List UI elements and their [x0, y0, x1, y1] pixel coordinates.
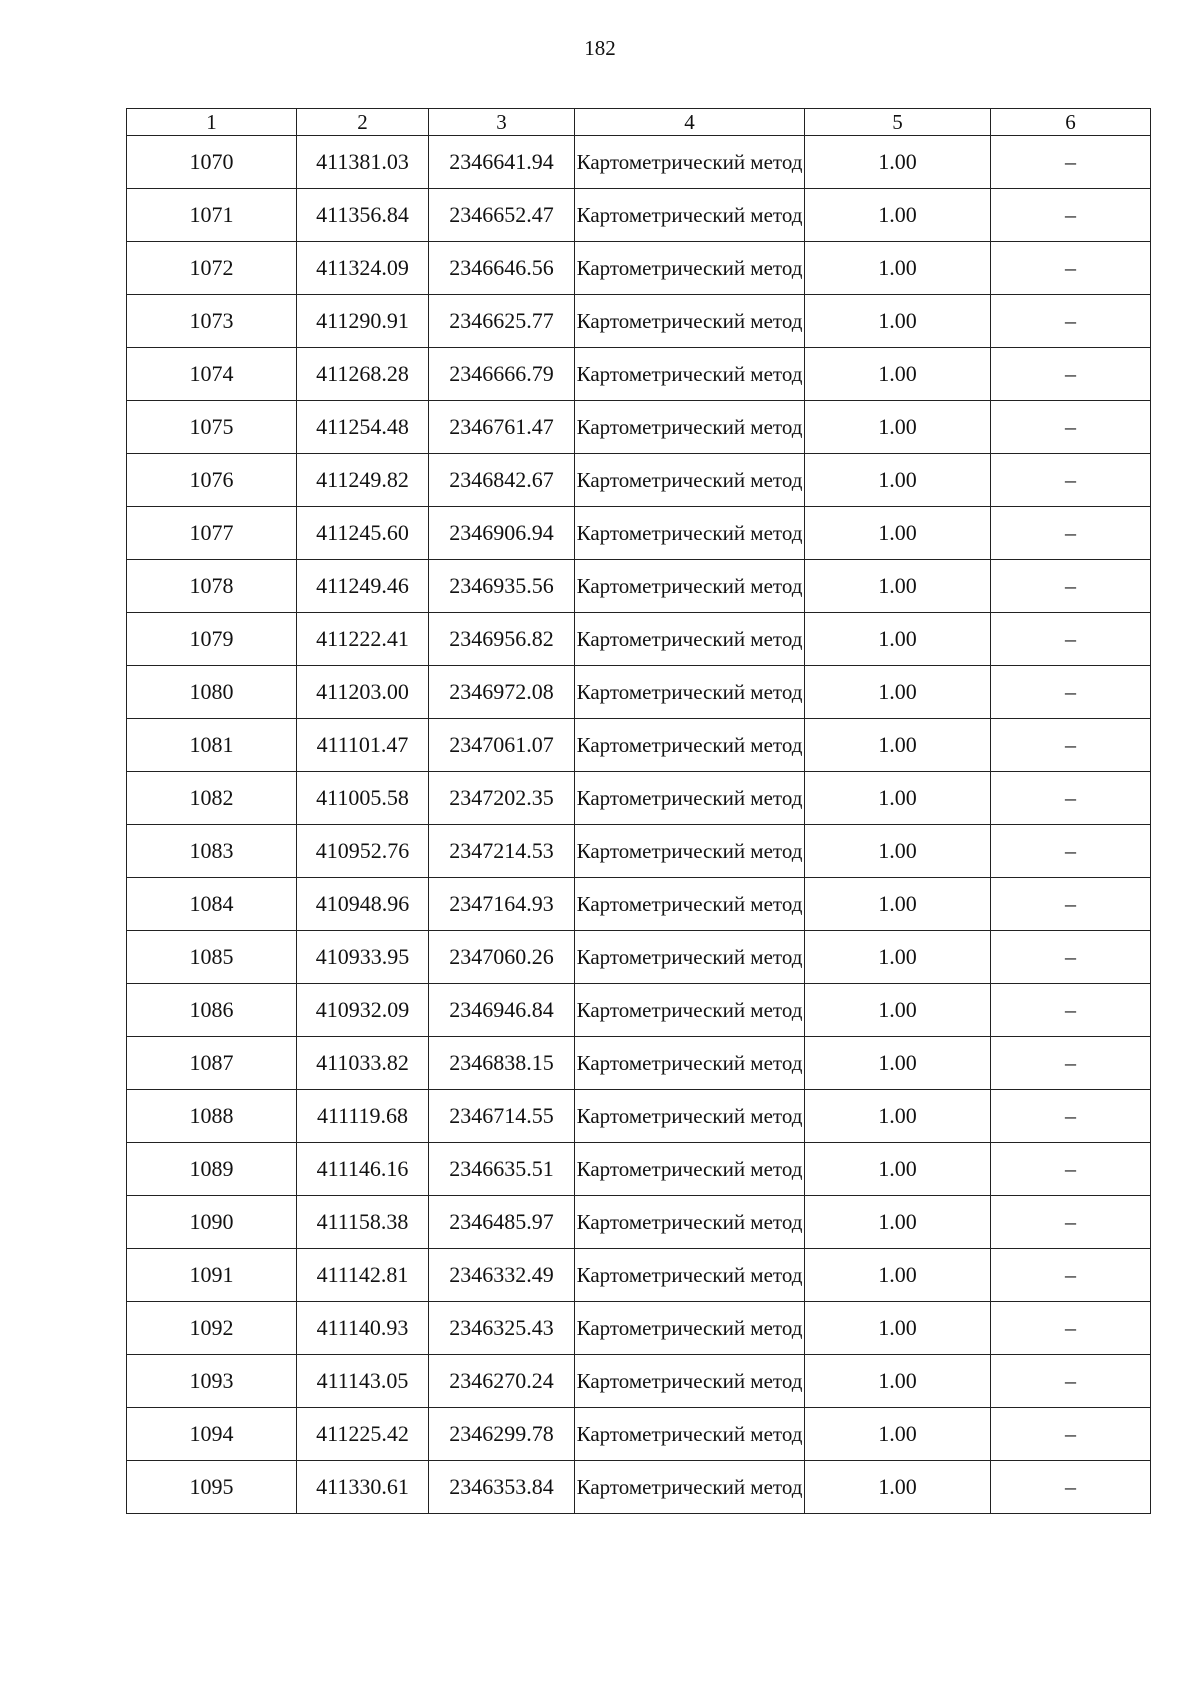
note-cell: –	[991, 1249, 1151, 1302]
point-number-cell: 1082	[127, 772, 297, 825]
y-coordinate-cell: 2346299.78	[429, 1408, 575, 1461]
note-cell: –	[991, 984, 1151, 1037]
column-header: 4	[575, 109, 805, 136]
table-row	[127, 454, 1151, 507]
method-cell: Картометрический метод	[575, 1302, 805, 1355]
point-number-cell: 1090	[127, 1196, 297, 1249]
table-row	[127, 189, 1151, 242]
table-row	[127, 136, 1151, 189]
y-coordinate-cell: 2347164.93	[429, 878, 575, 931]
method-cell: Картометрический метод	[575, 189, 805, 242]
table-row	[127, 1249, 1151, 1302]
accuracy-cell: 1.00	[805, 1249, 991, 1302]
point-number-cell: 1076	[127, 454, 297, 507]
note-cell: –	[991, 772, 1151, 825]
y-coordinate-cell: 2346485.97	[429, 1196, 575, 1249]
note-cell: –	[991, 1143, 1151, 1196]
note-cell: –	[991, 295, 1151, 348]
y-coordinate-cell: 2346270.24	[429, 1355, 575, 1408]
accuracy-cell: 1.00	[805, 560, 991, 613]
point-number-cell: 1088	[127, 1090, 297, 1143]
table-row	[127, 1090, 1151, 1143]
x-coordinate-cell: 411225.42	[297, 1408, 429, 1461]
x-coordinate-cell: 410932.09	[297, 984, 429, 1037]
table-row	[127, 507, 1151, 560]
note-cell: –	[991, 1090, 1151, 1143]
x-coordinate-cell: 411203.00	[297, 666, 429, 719]
x-coordinate-cell: 411033.82	[297, 1037, 429, 1090]
y-coordinate-cell: 2347214.53	[429, 825, 575, 878]
accuracy-cell: 1.00	[805, 878, 991, 931]
method-cell: Картометрический метод	[575, 1461, 805, 1514]
y-coordinate-cell: 2346946.84	[429, 984, 575, 1037]
method-cell: Картометрический метод	[575, 613, 805, 666]
method-cell: Картометрический метод	[575, 719, 805, 772]
table-row	[127, 295, 1151, 348]
x-coordinate-cell: 411245.60	[297, 507, 429, 560]
note-cell: –	[991, 507, 1151, 560]
point-number-cell: 1092	[127, 1302, 297, 1355]
accuracy-cell: 1.00	[805, 772, 991, 825]
accuracy-cell: 1.00	[805, 295, 991, 348]
accuracy-cell: 1.00	[805, 984, 991, 1037]
method-cell: Картометрический метод	[575, 1037, 805, 1090]
y-coordinate-cell: 2347060.26	[429, 931, 575, 984]
point-number-cell: 1089	[127, 1143, 297, 1196]
note-cell: –	[991, 825, 1151, 878]
x-coordinate-cell: 411119.68	[297, 1090, 429, 1143]
x-coordinate-cell: 411143.05	[297, 1355, 429, 1408]
y-coordinate-cell: 2346332.49	[429, 1249, 575, 1302]
method-cell: Картометрический метод	[575, 1143, 805, 1196]
point-number-cell: 1093	[127, 1355, 297, 1408]
accuracy-cell: 1.00	[805, 1143, 991, 1196]
accuracy-cell: 1.00	[805, 1408, 991, 1461]
point-number-cell: 1073	[127, 295, 297, 348]
y-coordinate-cell: 2346635.51	[429, 1143, 575, 1196]
table-row	[127, 1408, 1151, 1461]
note-cell: –	[991, 189, 1151, 242]
point-number-cell: 1071	[127, 189, 297, 242]
point-number-cell: 1087	[127, 1037, 297, 1090]
method-cell: Картометрический метод	[575, 772, 805, 825]
method-cell: Картометрический метод	[575, 1249, 805, 1302]
y-coordinate-cell: 2347202.35	[429, 772, 575, 825]
accuracy-cell: 1.00	[805, 666, 991, 719]
point-number-cell: 1094	[127, 1408, 297, 1461]
point-number-cell: 1091	[127, 1249, 297, 1302]
point-number-cell: 1074	[127, 348, 297, 401]
table-row	[127, 348, 1151, 401]
point-number-cell: 1086	[127, 984, 297, 1037]
method-cell: Картометрический метод	[575, 1090, 805, 1143]
accuracy-cell: 1.00	[805, 348, 991, 401]
page-number: 182	[584, 36, 616, 60]
method-cell: Картометрический метод	[575, 1408, 805, 1461]
x-coordinate-cell: 410952.76	[297, 825, 429, 878]
note-cell: –	[991, 719, 1151, 772]
y-coordinate-cell: 2346625.77	[429, 295, 575, 348]
method-cell: Картометрический метод	[575, 825, 805, 878]
table-row	[127, 1037, 1151, 1090]
y-coordinate-cell: 2346906.94	[429, 507, 575, 560]
y-coordinate-cell: 2346842.67	[429, 454, 575, 507]
column-header: 1	[127, 109, 297, 136]
table-header-row	[127, 109, 1151, 136]
x-coordinate-cell: 411249.46	[297, 560, 429, 613]
y-coordinate-cell: 2346956.82	[429, 613, 575, 666]
table-row	[127, 1302, 1151, 1355]
note-cell: –	[991, 454, 1151, 507]
note-cell: –	[991, 136, 1151, 189]
accuracy-cell: 1.00	[805, 825, 991, 878]
y-coordinate-cell: 2346714.55	[429, 1090, 575, 1143]
table-row	[127, 931, 1151, 984]
y-coordinate-cell: 2346838.15	[429, 1037, 575, 1090]
accuracy-cell: 1.00	[805, 1302, 991, 1355]
table-row	[127, 560, 1151, 613]
note-cell: –	[991, 1408, 1151, 1461]
point-number-cell: 1084	[127, 878, 297, 931]
method-cell: Картометрический метод	[575, 401, 805, 454]
note-cell: –	[991, 931, 1151, 984]
y-coordinate-cell: 2346353.84	[429, 1461, 575, 1514]
x-coordinate-cell: 411158.38	[297, 1196, 429, 1249]
x-coordinate-cell: 411249.82	[297, 454, 429, 507]
y-coordinate-cell: 2346972.08	[429, 666, 575, 719]
x-coordinate-cell: 411290.91	[297, 295, 429, 348]
y-coordinate-cell: 2346666.79	[429, 348, 575, 401]
method-cell: Картометрический метод	[575, 242, 805, 295]
table-row	[127, 613, 1151, 666]
table-row	[127, 719, 1151, 772]
table-row	[127, 878, 1151, 931]
table-row	[127, 772, 1151, 825]
coordinates-table	[126, 108, 1151, 1514]
note-cell: –	[991, 1196, 1151, 1249]
accuracy-cell: 1.00	[805, 1037, 991, 1090]
point-number-cell: 1095	[127, 1461, 297, 1514]
x-coordinate-cell: 411324.09	[297, 242, 429, 295]
accuracy-cell: 1.00	[805, 189, 991, 242]
x-coordinate-cell: 411146.16	[297, 1143, 429, 1196]
note-cell: –	[991, 242, 1151, 295]
table-row	[127, 401, 1151, 454]
table-row	[127, 825, 1151, 878]
method-cell: Картометрический метод	[575, 295, 805, 348]
column-header: 5	[805, 109, 991, 136]
x-coordinate-cell: 411381.03	[297, 136, 429, 189]
accuracy-cell: 1.00	[805, 242, 991, 295]
table-row	[127, 1196, 1151, 1249]
method-cell: Картометрический метод	[575, 984, 805, 1037]
method-cell: Картометрический метод	[575, 454, 805, 507]
x-coordinate-cell: 410933.95	[297, 931, 429, 984]
method-cell: Картометрический метод	[575, 878, 805, 931]
column-header: 6	[991, 109, 1151, 136]
y-coordinate-cell: 2346646.56	[429, 242, 575, 295]
accuracy-cell: 1.00	[805, 719, 991, 772]
method-cell: Картометрический метод	[575, 507, 805, 560]
y-coordinate-cell: 2346761.47	[429, 401, 575, 454]
method-cell: Картометрический метод	[575, 666, 805, 719]
table-row	[127, 984, 1151, 1037]
column-header: 3	[429, 109, 575, 136]
method-cell: Картометрический метод	[575, 1355, 805, 1408]
accuracy-cell: 1.00	[805, 401, 991, 454]
x-coordinate-cell: 411101.47	[297, 719, 429, 772]
accuracy-cell: 1.00	[805, 613, 991, 666]
column-header: 2	[297, 109, 429, 136]
note-cell: –	[991, 878, 1151, 931]
point-number-cell: 1070	[127, 136, 297, 189]
table-body	[127, 136, 1151, 1514]
y-coordinate-cell: 2347061.07	[429, 719, 575, 772]
accuracy-cell: 1.00	[805, 1196, 991, 1249]
accuracy-cell: 1.00	[805, 1355, 991, 1408]
x-coordinate-cell: 411254.48	[297, 401, 429, 454]
point-number-cell: 1072	[127, 242, 297, 295]
point-number-cell: 1075	[127, 401, 297, 454]
point-number-cell: 1077	[127, 507, 297, 560]
method-cell: Картометрический метод	[575, 348, 805, 401]
point-number-cell: 1080	[127, 666, 297, 719]
table-row	[127, 1355, 1151, 1408]
y-coordinate-cell: 2346325.43	[429, 1302, 575, 1355]
table-row	[127, 666, 1151, 719]
x-coordinate-cell: 411356.84	[297, 189, 429, 242]
accuracy-cell: 1.00	[805, 136, 991, 189]
method-cell: Картометрический метод	[575, 931, 805, 984]
accuracy-cell: 1.00	[805, 454, 991, 507]
point-number-cell: 1085	[127, 931, 297, 984]
note-cell: –	[991, 666, 1151, 719]
y-coordinate-cell: 2346652.47	[429, 189, 575, 242]
x-coordinate-cell: 411268.28	[297, 348, 429, 401]
accuracy-cell: 1.00	[805, 931, 991, 984]
x-coordinate-cell: 411142.81	[297, 1249, 429, 1302]
accuracy-cell: 1.00	[805, 1090, 991, 1143]
note-cell: –	[991, 1461, 1151, 1514]
accuracy-cell: 1.00	[805, 1461, 991, 1514]
method-cell: Картометрический метод	[575, 1196, 805, 1249]
method-cell: Картометрический метод	[575, 560, 805, 613]
note-cell: –	[991, 401, 1151, 454]
y-coordinate-cell: 2346935.56	[429, 560, 575, 613]
point-number-cell: 1079	[127, 613, 297, 666]
table-row	[127, 1143, 1151, 1196]
note-cell: –	[991, 560, 1151, 613]
x-coordinate-cell: 411222.41	[297, 613, 429, 666]
point-number-cell: 1078	[127, 560, 297, 613]
accuracy-cell: 1.00	[805, 507, 991, 560]
y-coordinate-cell: 2346641.94	[429, 136, 575, 189]
table-row	[127, 242, 1151, 295]
note-cell: –	[991, 1037, 1151, 1090]
x-coordinate-cell: 411330.61	[297, 1461, 429, 1514]
x-coordinate-cell: 410948.96	[297, 878, 429, 931]
point-number-cell: 1083	[127, 825, 297, 878]
table-row	[127, 1461, 1151, 1514]
note-cell: –	[991, 1302, 1151, 1355]
note-cell: –	[991, 348, 1151, 401]
note-cell: –	[991, 613, 1151, 666]
note-cell: –	[991, 1355, 1151, 1408]
point-number-cell: 1081	[127, 719, 297, 772]
x-coordinate-cell: 411005.58	[297, 772, 429, 825]
x-coordinate-cell: 411140.93	[297, 1302, 429, 1355]
method-cell: Картометрический метод	[575, 136, 805, 189]
